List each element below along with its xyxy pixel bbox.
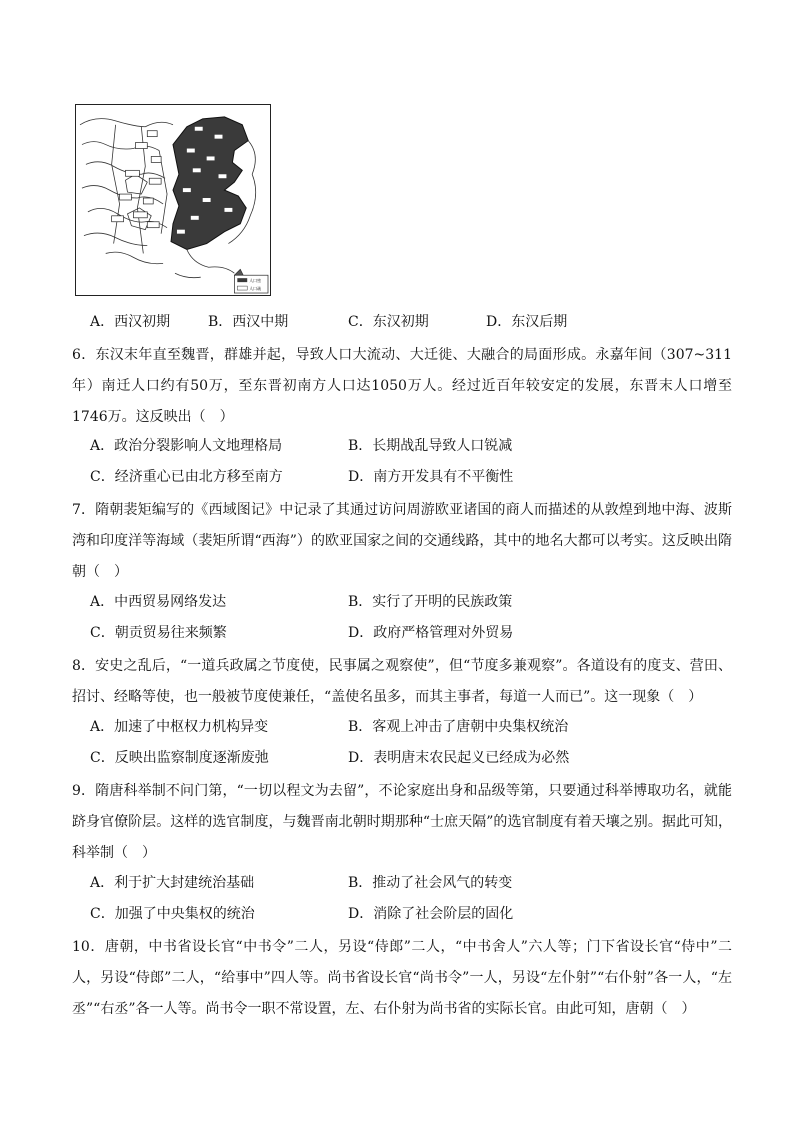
q5-option-c[interactable]: C．东汉初期	[348, 314, 429, 330]
q9-option-d[interactable]: D．消除了社会阶层的固化	[348, 906, 514, 922]
q7-option-c[interactable]: C．朝贡贸易往来频繁	[90, 625, 227, 641]
q7-stem: 7．隋朝裴矩编写的《西域图记》中记录了其通过访问周游欧亚诸国的商人而描述的从敦煌到地中海、波斯湾和印度洋等海域（裴矩所谓“西海”）的欧亚国家之间的交通线路，其中的地名大都可以考实。这反映出隋朝（ ）	[72, 502, 732, 580]
population-map-svg	[76, 105, 270, 295]
q7-option-d[interactable]: D．政府严格管理对外贸易	[348, 625, 514, 641]
q8-stem: 8．安史之乱后，“一道兵政属之节度使，民事属之观察使”，但“节度多兼观察”。各道设有的度支、营田、招讨、经略等使，也一般被节度使兼任，“盖使名虽多，而其主事者，每道一人而已”。这一现象（ ）	[72, 658, 732, 705]
q8-option-b[interactable]: B．客观上冲击了唐朝中央集权统治	[348, 719, 569, 735]
q9-option-c[interactable]: C．加强了中央集权的统治	[90, 906, 255, 922]
q8-options-row2	[90, 747, 750, 767]
q6-stem: 6．东汉末年直至魏晋，群雄并起，导致人口大流动、大迁徙、大融合的局面形成。永嘉年间（307~311年）南迁人口约有50万，至东晋初南方人口达1050万人。经过近百年较安定的发展，东晋末人口增至1746万。这反映出（ ）	[72, 347, 732, 425]
q5-options	[90, 311, 750, 331]
q6-option-c[interactable]: C．经济重心已由北方移至南方	[90, 469, 283, 485]
q6-option-a[interactable]: A．政治分裂影响人文地理格局	[90, 438, 283, 454]
q6-options-row1	[90, 435, 750, 455]
legend-sparse: 人口疏	[249, 286, 262, 292]
q9-option-a[interactable]: A．利于扩大封建统治基础	[90, 875, 255, 891]
q8-option-c[interactable]: C．反映出监察制度逐渐废弛	[90, 750, 269, 766]
q9-stem: 9．隋唐科举制不问门第，“一切以程文为去留”，不论家庭出身和品级等第，只要通过科举博取功名，就能跻身官僚阶层。这样的选官制度，与魏晋南北朝时期那种“士庶天隔”的选官制度有着天壤之别。据此可知，科举制（ ）	[72, 783, 732, 861]
q6-option-d[interactable]: D．南方开发具有不平衡性	[348, 469, 514, 485]
population-map-figure	[75, 104, 271, 296]
legend-dense: 人口密	[249, 278, 262, 284]
q7-option-a[interactable]: A．中西贸易网络发达	[90, 594, 227, 610]
q6-option-b[interactable]: B．长期战乱导致人口锐减	[348, 438, 513, 454]
dense-region-shape	[171, 117, 248, 250]
q5-option-b[interactable]: B．西汉中期	[208, 314, 289, 330]
q8-option-d[interactable]: D．表明唐末农民起义已经成为必然	[348, 750, 570, 766]
q9-options-row1	[90, 872, 750, 892]
q7-options-row1	[90, 591, 750, 611]
q8-option-a[interactable]: A．加速了中枢权力机构异变	[90, 719, 269, 735]
q5-option-d[interactable]: D．东汉后期	[486, 314, 568, 330]
q5-option-a[interactable]: A．西汉初期	[90, 314, 171, 330]
q7-option-b[interactable]: B．实行了开明的民族政策	[348, 594, 513, 610]
q10-stem: 10．唐朝，中书省设长官“中书令”二人，另设“侍郎”二人，“中书舍人”六人等；门下省设长官“侍中”二人，另设“侍郎”二人，“给事中”四人等。尚书省设长官“尚书令”一人，另设“左仆射”“右仆射”各一人，“左丞”“右丞”各一人等。尚书令一职不常设置，左、右仆射为尚书省的实际长官。由此可知，唐朝（ ）	[72, 939, 732, 1017]
q9-option-b[interactable]: B．推动了社会风气的转变	[348, 875, 513, 891]
q9-options-row2	[90, 903, 750, 923]
q6-options-row2	[90, 466, 750, 486]
q7-options-row2	[90, 622, 750, 642]
q8-options-row1	[90, 716, 750, 736]
